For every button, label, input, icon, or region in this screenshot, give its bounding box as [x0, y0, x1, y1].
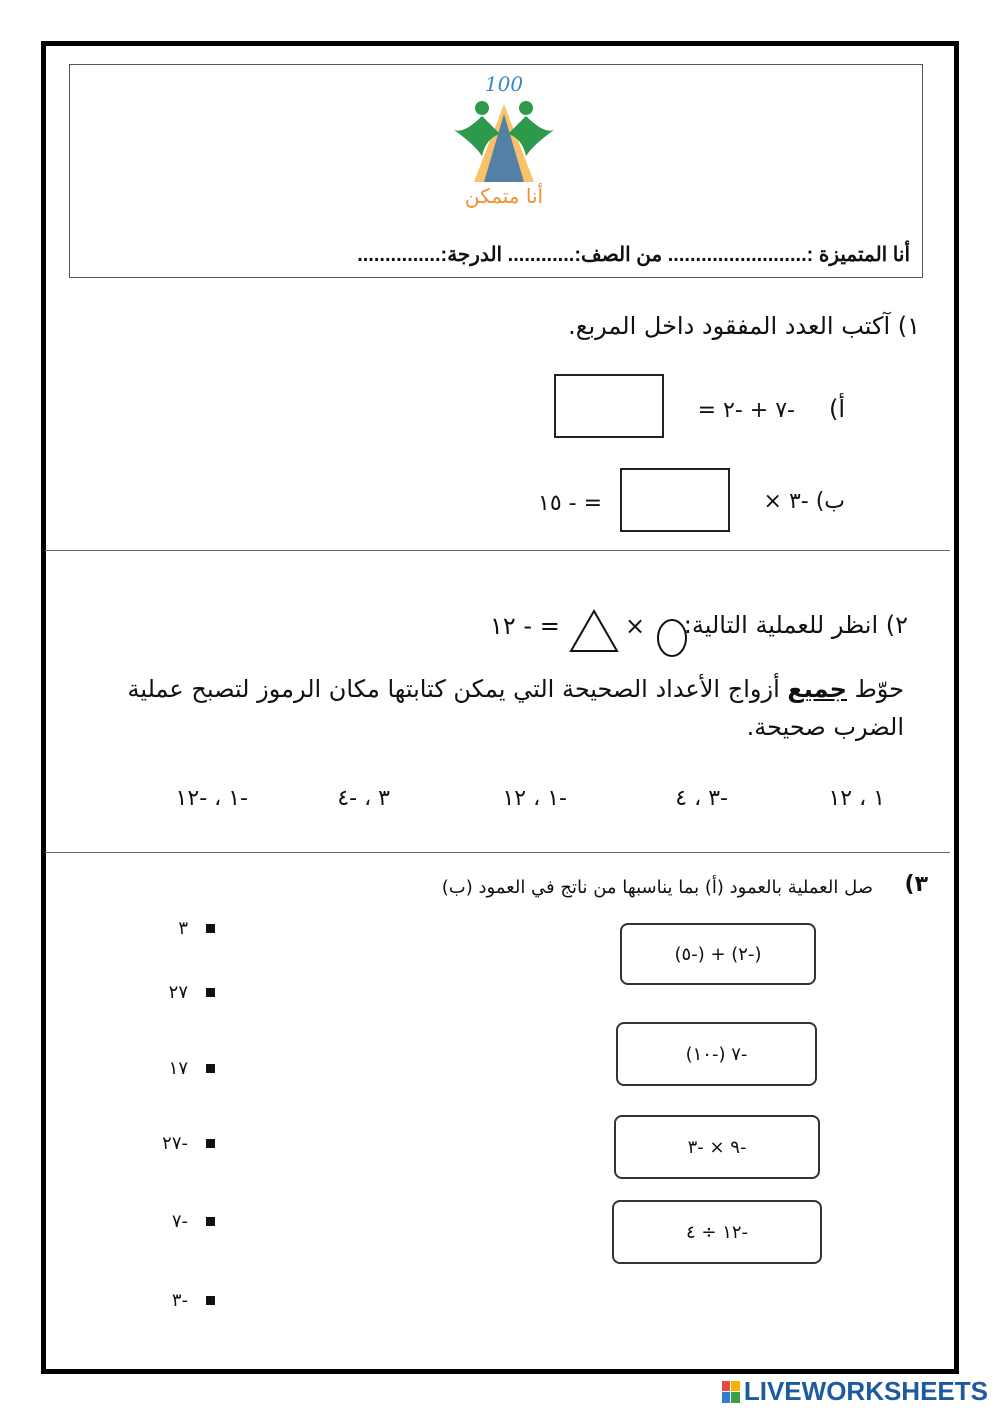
q2-instruction — [104, 670, 904, 746]
column-b-value: -٢٧ — [162, 1133, 188, 1154]
q2-option-1[interactable]: ١ ، ١٢ — [828, 786, 885, 811]
column-b-item-4[interactable] — [162, 1133, 215, 1154]
q1-b-prefix: ب) -٣ × — [763, 489, 845, 514]
q1-a-label: أ) — [828, 395, 845, 423]
bullet-icon — [206, 1139, 215, 1148]
q2-times-sign: × — [625, 612, 646, 640]
column-b-value: ٣ — [178, 918, 188, 939]
footer-brand: LIVEWORKSHEETS — [743, 1376, 988, 1406]
triangle-symbol-icon — [568, 608, 620, 654]
q2-option-5[interactable]: -١ ، -١٢ — [175, 786, 248, 811]
column-a-item-3[interactable]: -٩ × -٣ — [614, 1115, 820, 1179]
column-a-item-2[interactable]: -٧ (-١٠) — [616, 1022, 817, 1086]
bullet-icon — [206, 1064, 215, 1073]
q2-instruction-after: أزواج الأعداد الصحيحة التي يمكن كتابتها مكان الرموز لتصبح عملية الضرب صحيحة. — [127, 675, 904, 741]
bullet-icon — [206, 988, 215, 997]
q1-a-answer-box[interactable] — [554, 374, 664, 438]
liveworksheets-logo — [722, 1376, 988, 1407]
q2-option-2[interactable]: -٣ ، ٤ — [675, 786, 728, 811]
column-b-item-5[interactable] — [172, 1211, 215, 1232]
bullet-icon — [206, 924, 215, 933]
divider-2 — [45, 852, 950, 853]
column-b-value: ١٧ — [168, 1058, 188, 1079]
q2-option-4[interactable]: ٣ ، -٤ — [337, 786, 390, 811]
q2-instruction-bold: جميع — [787, 675, 847, 703]
column-b-value: -٣ — [171, 1290, 188, 1311]
q1-a-expression: -٧ + -٢ = — [697, 398, 795, 423]
q1-title: ١) آكتب العدد المفقود داخل المربع. — [568, 312, 920, 340]
divider-1 — [45, 550, 950, 551]
bullet-icon — [206, 1217, 215, 1226]
q3-title: صل العملية بالعمود (أ) بما يناسبها من ناتج في العمود (ب) — [441, 877, 873, 898]
q2-title: ٢) انظر للعملية التالية: — [683, 611, 908, 639]
logo-figures-icon — [444, 94, 564, 184]
logo — [416, 72, 592, 212]
column-b-item-1[interactable] — [178, 918, 215, 939]
logo-number: 100 — [484, 72, 524, 96]
q2-result: = - ١٢ — [490, 612, 560, 640]
column-b-value: -٧ — [171, 1211, 188, 1232]
q2-instruction-before: حوّط — [846, 675, 904, 703]
column-a-item-1[interactable]: (-٢) + (-٥) — [620, 923, 816, 985]
q1-b-answer-box[interactable] — [620, 468, 730, 532]
q1-b-result: = - ١٥ — [538, 491, 602, 516]
q2-option-3[interactable]: -١ ، ١٢ — [502, 786, 567, 811]
bullet-icon — [206, 1296, 215, 1305]
column-b-item-3[interactable] — [169, 1058, 215, 1079]
q3-number: ٣) — [904, 872, 928, 897]
column-a-item-4[interactable]: -١٢ ÷ ٤ — [612, 1200, 822, 1264]
circle-symbol-icon — [654, 614, 690, 658]
column-b-value: ٢٧ — [168, 982, 188, 1003]
student-info-line: أنا المتميزة :......................... من الصف:............ الدرجة:............... — [357, 244, 910, 266]
liveworksheets-icon — [722, 1381, 740, 1403]
column-b-item-2[interactable] — [169, 982, 215, 1003]
logo-text: أنا متمكن — [464, 184, 544, 208]
column-b-item-6[interactable] — [172, 1290, 215, 1311]
